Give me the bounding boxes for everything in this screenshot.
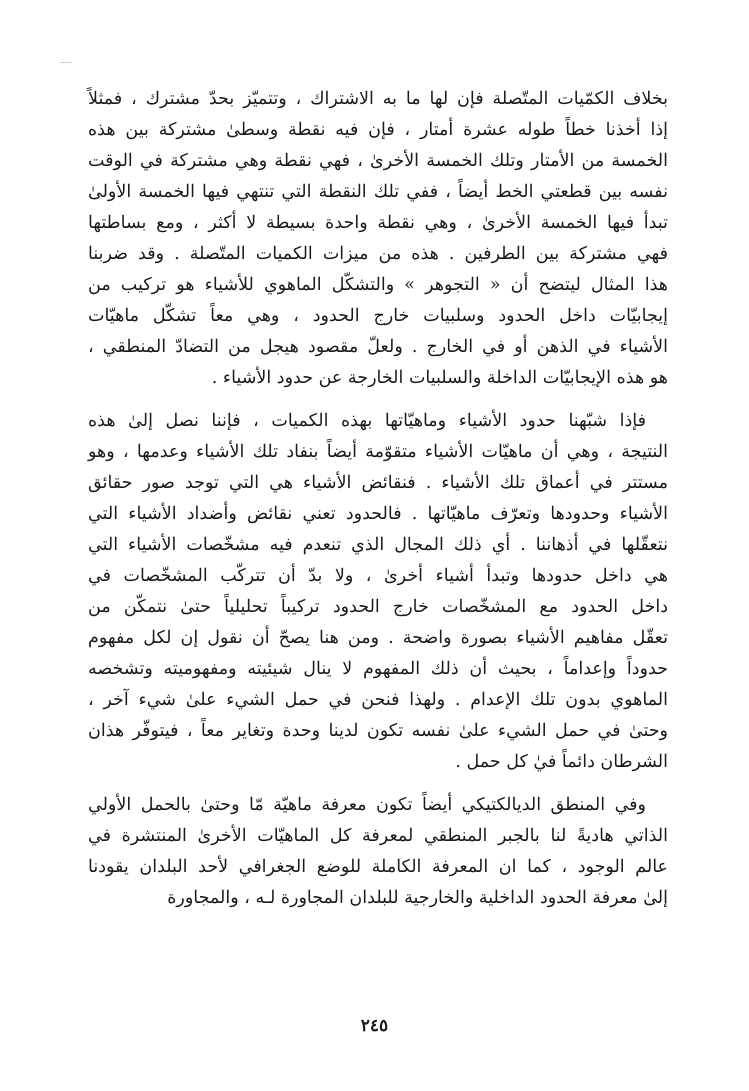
- text-line: تبدأ فيها الخمسة الأخرىٰ ، وهي نقطة واحدة بسيطة لا أكثر ، ومع بساطتها: [88, 213, 668, 233]
- text-line: وحتىٰ في حمل الشيء علىٰ نفسه تكون لدينا وحدة وتغاير معاً ، فيتوفّر هذان: [88, 721, 668, 741]
- paragraph: [88, 406, 668, 778]
- page-edge-mark: [60, 62, 72, 63]
- text-line: هي داخل حدودها وتبدأ أشياء أخرىٰ ، ولا بدّ أن تتركّب المشخّصات في: [88, 566, 668, 586]
- text-line: داخل الحدود مع المشخّصات خارج الحدود تركيباً تحليلياً حتىٰ نتمكّن من: [88, 597, 668, 617]
- text-line: إذا أخذنا خطاً طوله عشرة أمتار ، فإن فيه نقطة وسطىٰ مشتركة بين هذه: [88, 120, 668, 140]
- text-line: الأشياء في الذهن أو في الخارج . ولعلّ مقصود هيجل من التضادّ المنطقي ،: [88, 337, 668, 357]
- text-line: وفي المنطق الديالكتيكي أيضاً تكون معرفة ماهيّة مّا وحتىٰ بالحمل الأولي: [88, 795, 646, 815]
- text-line: تعقّل مفاهيم الأشياء بصورة واضحة . ومن هنا يصحّ أن نقول إن لكل مفهوم: [88, 628, 668, 648]
- paragraph: [88, 84, 668, 394]
- text-line: الماهوي بدون تلك الإعدام . ولهذا فنحن في حمل الشيء علىٰ شيء آخر ،: [88, 690, 668, 710]
- text-line: عالم الوجود ، كما ان المعرفة الكاملة للوضع الجغرافي لأحد البلدان يقودنا: [88, 857, 668, 877]
- page-number: ٢٤٥: [360, 1016, 389, 1036]
- text-line: نتعقّلها في أذهاننا . أي ذلك المجال الذي تنعدم فيه مشخّصات الأشياء التي: [88, 535, 668, 555]
- text-line: مستتر في أعماق تلك الأشياء . فنقائض الأشياء هي التي توجد صور حقائق: [88, 473, 668, 493]
- text-line: الذاتي هاديةً لنا بالجبر المنطقي لمعرفة كل الماهيّات الأخرىٰ المنتشرة في: [88, 826, 668, 846]
- text-line: إيجابيّات داخل الحدود وسلبيات خارج الحدود ، وهي معاً تشكّل ماهيّات: [88, 306, 668, 326]
- text-line: هو هذه الإيجابيّات الداخلة والسلبيات الخارجة عن حدود الأشياء .: [211, 368, 668, 388]
- text-line: بخلاف الكمّيات المتّصلة فإن لها ما به الاشتراك ، وتتميّز بحدّ مشترك ، فمثلاً: [88, 89, 668, 109]
- text-line: نفسه بين قطعتي الخط أيضاً ، ففي تلك النقطة التي تنتهي فيها الخمسة الأولىٰ: [88, 182, 668, 202]
- text-line: الخمسة من الأمتار وتلك الخمسة الأخرىٰ ، فهي نقطة وهي مشتركة في الوقت: [88, 151, 668, 171]
- text-line: إلىٰ معرفة الحدود الداخلية والخارجية للبلدان المجاورة لـه ، والمجاورة: [167, 888, 668, 908]
- text-line: هذا المثال ليتضح أن « التجوهر » والتشكّل الماهوي للأشياء هو تركيب من: [88, 275, 668, 295]
- document-body: [88, 84, 668, 914]
- text-line: الأشياء وحدودها وتعرّف ماهيّاتها . فالحدود تعني نقائض وأضداد الأشياء التي: [88, 504, 668, 524]
- text-line: النتيجة ، وهي أن ماهيّات الأشياء متقوّمة أيضاً بنفاد تلك الأشياء وعدمها ، وهو: [88, 442, 668, 462]
- text-line: فإذا شبّهنا حدود الأشياء وماهيّاتها بهذه الكميات ، فإننا نصل إلىٰ هذه: [88, 411, 646, 431]
- text-line: فهي مشتركة بين الطرفين . هذه من ميزات الكميات المتّصلة . وقد ضربنا: [88, 244, 668, 264]
- text-line: حدوداً وإعداماً ، بحيث أن ذلك المفهوم لا ينال شيئيته ومفهوميته وتشخصه: [88, 659, 668, 679]
- text-line: الشرطان دائماً فيٰ كل حمل .: [455, 752, 668, 772]
- paragraph: [88, 790, 668, 914]
